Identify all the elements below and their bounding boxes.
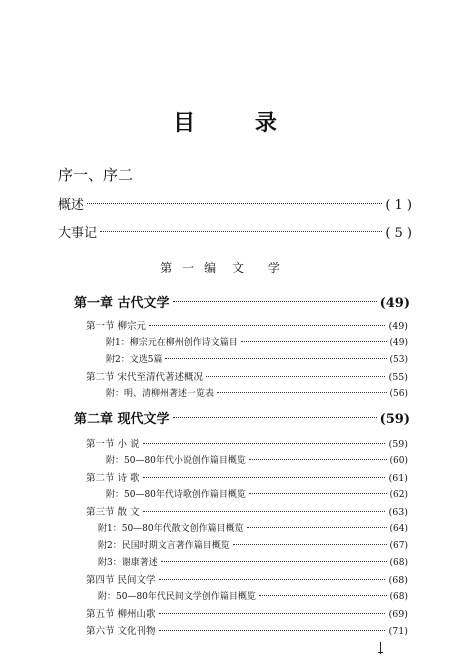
toc-section[interactable] — [86, 318, 408, 332]
toc-chapter-page: (59) — [379, 412, 410, 427]
toc-appendix[interactable] — [98, 538, 408, 551]
toc-appendix-page: (49) — [389, 338, 408, 348]
toc-appendix-label: 附：50—80年代诗歌创作篇目概览 — [106, 490, 246, 500]
toc-section-page: (71) — [388, 626, 408, 637]
dot-leader — [143, 443, 386, 444]
dot-leader — [143, 511, 386, 512]
toc-appendix-page: (68) — [389, 558, 408, 568]
toc-appendix[interactable] — [98, 555, 408, 568]
dot-leader — [143, 477, 386, 478]
toc-chapter[interactable] — [74, 408, 410, 427]
toc-appendix[interactable] — [106, 352, 408, 365]
toc-appendix-label: 附3：谢康著述 — [98, 558, 158, 568]
toc-section[interactable] — [86, 606, 408, 620]
dot-leader — [159, 613, 386, 614]
toc-appendix-label: 附：50—80年代小说创作篇目概览 — [106, 456, 246, 466]
part-name: 文 学 — [232, 261, 290, 275]
toc-section-page: (69) — [388, 609, 408, 620]
dot-leader — [249, 493, 387, 494]
page-mark — [378, 652, 383, 653]
dot-leader — [165, 358, 386, 359]
toc-section-label: 第一节 小 说 — [86, 439, 140, 450]
toc-entry-chronicle[interactable] — [58, 222, 412, 241]
dot-leader — [100, 231, 382, 232]
toc-section-page: (49) — [388, 321, 408, 332]
part-heading — [0, 259, 450, 276]
toc-appendix-page: (67) — [389, 541, 408, 551]
dot-leader — [241, 341, 387, 342]
toc-section[interactable] — [86, 369, 408, 383]
toc-appendix-page: (56) — [389, 389, 408, 399]
toc-entry-label: 大事记 — [58, 226, 98, 241]
dot-leader — [206, 376, 385, 377]
toc-appendix-label: 附2：民国时期文言著作篇目概览 — [98, 541, 230, 551]
preface-heading: 序一、序二 — [58, 166, 134, 184]
toc-entry-page: ( 5 ) — [385, 226, 412, 241]
toc-section-label: 第五节 柳州山歌 — [86, 609, 156, 620]
toc-section-label: 第三节 散 文 — [86, 507, 140, 518]
dot-leader — [161, 561, 387, 562]
toc-appendix-label: 附2：文选5篇 — [106, 355, 163, 365]
toc-appendix[interactable] — [106, 487, 408, 500]
part-number: 第一编 — [160, 261, 227, 275]
toc-appendix[interactable] — [106, 386, 408, 399]
toc-section-label: 第四节 民间文学 — [86, 575, 156, 586]
toc-section-page: (68) — [388, 575, 408, 586]
toc-appendix-label: 附：明、清柳州著述一览表 — [106, 389, 215, 399]
toc-appendix-label: 附：50—80年代民间文学创作篇目概览 — [98, 592, 256, 602]
toc-appendix[interactable] — [106, 335, 408, 348]
toc-chapter-page: (49) — [379, 296, 410, 311]
toc-section-page: (59) — [388, 439, 408, 450]
toc-section[interactable] — [86, 504, 408, 518]
toc-appendix-page: (62) — [389, 490, 408, 500]
dot-leader — [159, 630, 386, 631]
toc-section[interactable] — [86, 436, 408, 450]
toc-appendix[interactable] — [98, 521, 408, 534]
dot-leader — [159, 579, 386, 580]
toc-appendix-label: 附1：柳宗元在柳州创作诗文篇目 — [106, 338, 238, 348]
toc-section-label: 第二节 宋代至清代著述概况 — [86, 372, 204, 383]
toc-section-page: (61) — [388, 473, 408, 484]
toc-appendix-page: (53) — [389, 355, 408, 365]
page-title: 目 录 — [173, 110, 303, 136]
toc-appendix-page: (64) — [389, 524, 408, 534]
toc-appendix[interactable] — [106, 453, 408, 466]
toc-section[interactable] — [86, 572, 408, 586]
toc-section[interactable] — [86, 623, 408, 637]
dot-leader — [149, 325, 385, 326]
toc-chapter-label: 第一章 古代文学 — [74, 296, 170, 311]
toc-chapter-label: 第二章 现代文学 — [74, 412, 170, 427]
toc-section-label: 第一节 柳宗元 — [86, 321, 147, 332]
toc-section-page: (63) — [388, 507, 408, 518]
dot-leader — [217, 392, 387, 393]
dot-leader — [87, 203, 382, 204]
dot-leader — [259, 595, 387, 596]
toc-section-page: (55) — [388, 372, 408, 383]
toc-chapter[interactable] — [74, 292, 410, 311]
toc-section-label: 第二节 诗 歌 — [86, 473, 140, 484]
dot-leader — [249, 459, 387, 460]
dot-leader — [233, 544, 387, 545]
dot-leader — [173, 417, 377, 418]
toc-appendix-page: (60) — [389, 456, 408, 466]
toc-appendix[interactable] — [98, 589, 408, 602]
toc-entry-label: 概述 — [58, 198, 85, 213]
dot-leader — [173, 301, 377, 302]
toc-appendix-label: 附1：50—80年代散文创作篇目概览 — [98, 524, 244, 534]
toc-section-label: 第六节 文化刊物 — [86, 626, 156, 637]
toc-entry-overview[interactable] — [58, 194, 412, 213]
toc-entry-page: ( 1 ) — [385, 198, 412, 213]
dot-leader — [247, 527, 387, 528]
toc-appendix-page: (68) — [389, 592, 408, 602]
toc-section[interactable] — [86, 470, 408, 484]
